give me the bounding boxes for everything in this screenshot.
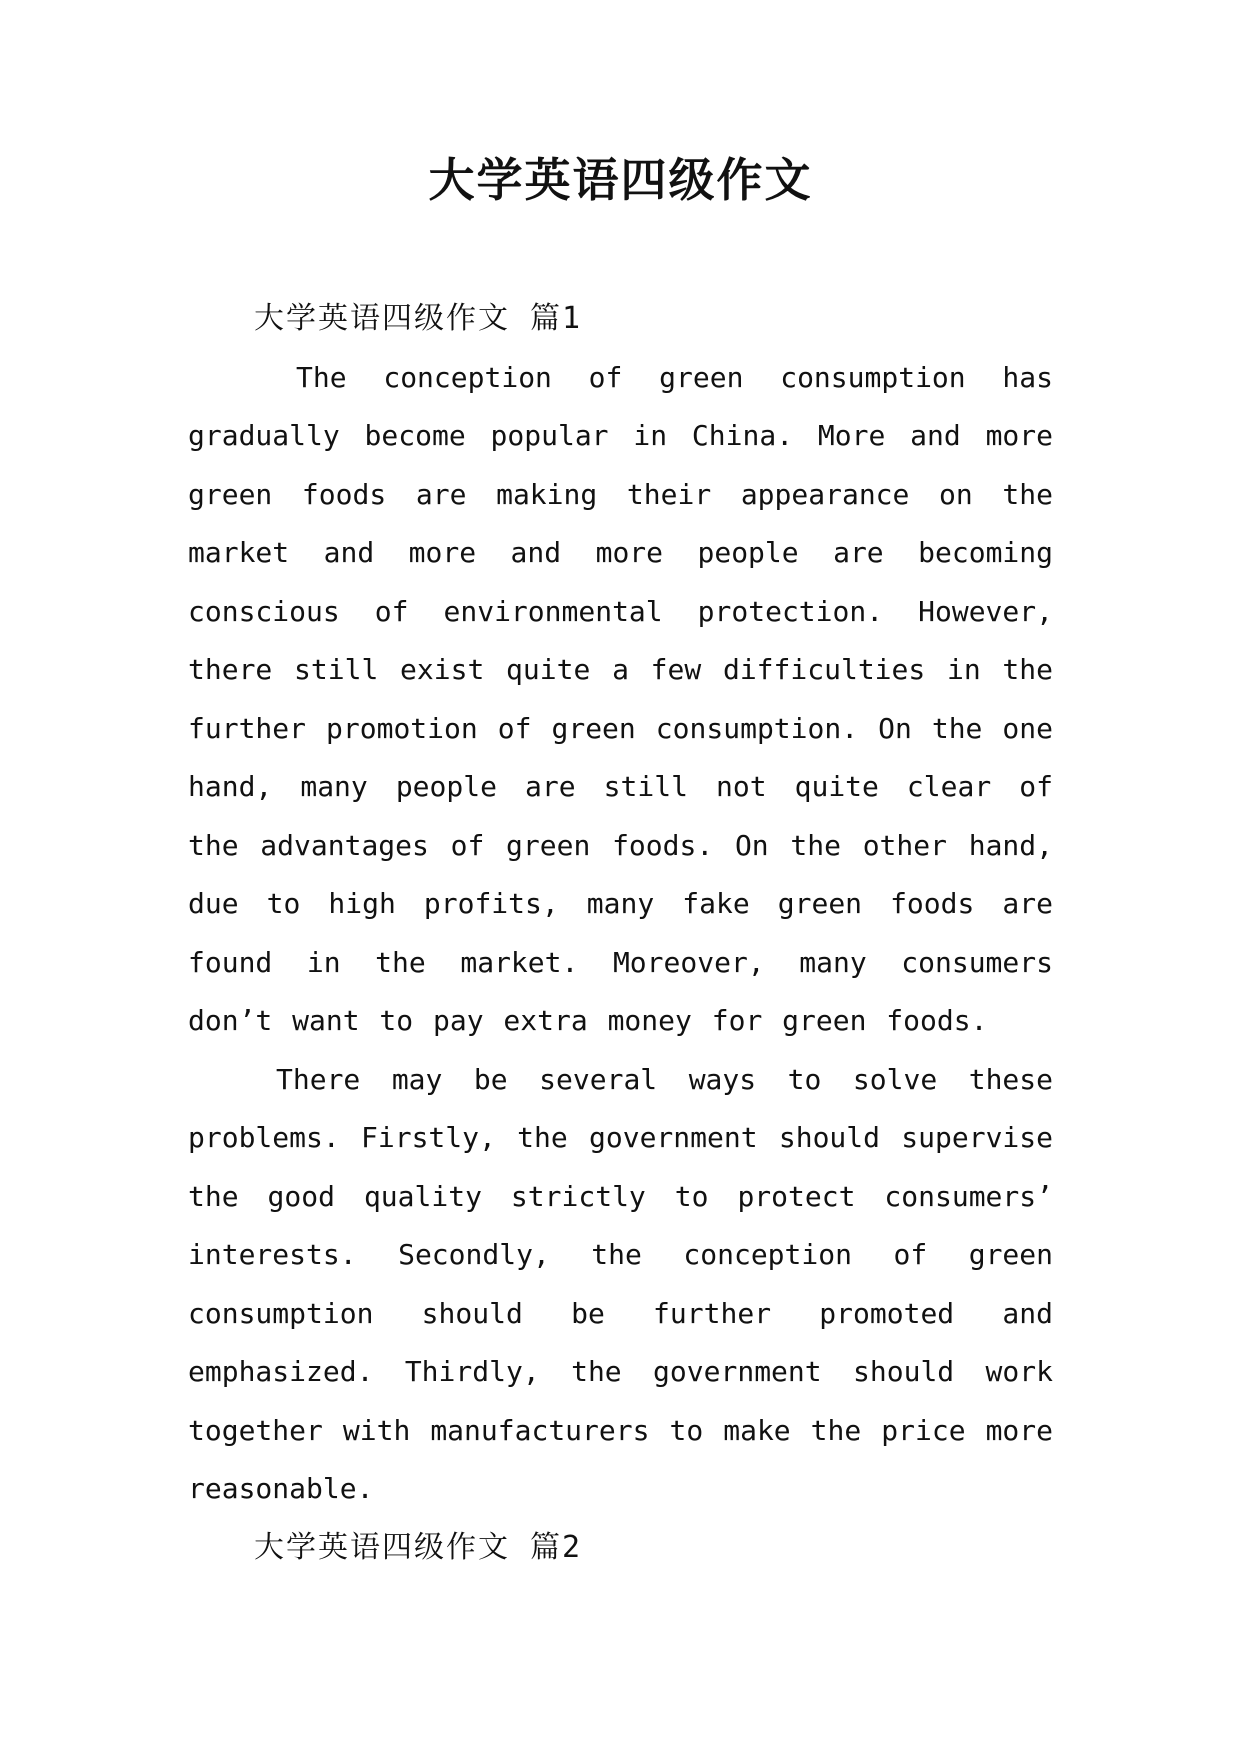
paragraph-2: There may be several ways to solve these problems. Firstly, the government should supervise the good quality strictly to protect consumers’ interests. Secondly, the conception of green consumption should be further promoted and emphasized. Thirdly, the government should work together with manufacturers to make the price more reasonable. [188,1062,1053,1505]
section-heading-2: 大学英语四级作文 篇2 [254,1529,583,1565]
section-heading-1: 大学英语四级作文 篇1 [254,301,583,336]
document-title: 大学英语四级作文 [428,153,813,207]
document-body [188,290,1053,1577]
paragraph-1: The conception of green consumption has gradually become popular in China. More and more green foods are making their appearance on the market and more and more people are becoming conscious of environmental protection. However, there still exist quite a few difficulties in the further promotion of green consumption. On the one hand, many people are still not quite clear of the advantages of green foods. On the other hand, due to high profits, many fake green foods are found in the market. Moreover, many consumers don’t want to pay extra money for green foods. [188,360,1053,1037]
